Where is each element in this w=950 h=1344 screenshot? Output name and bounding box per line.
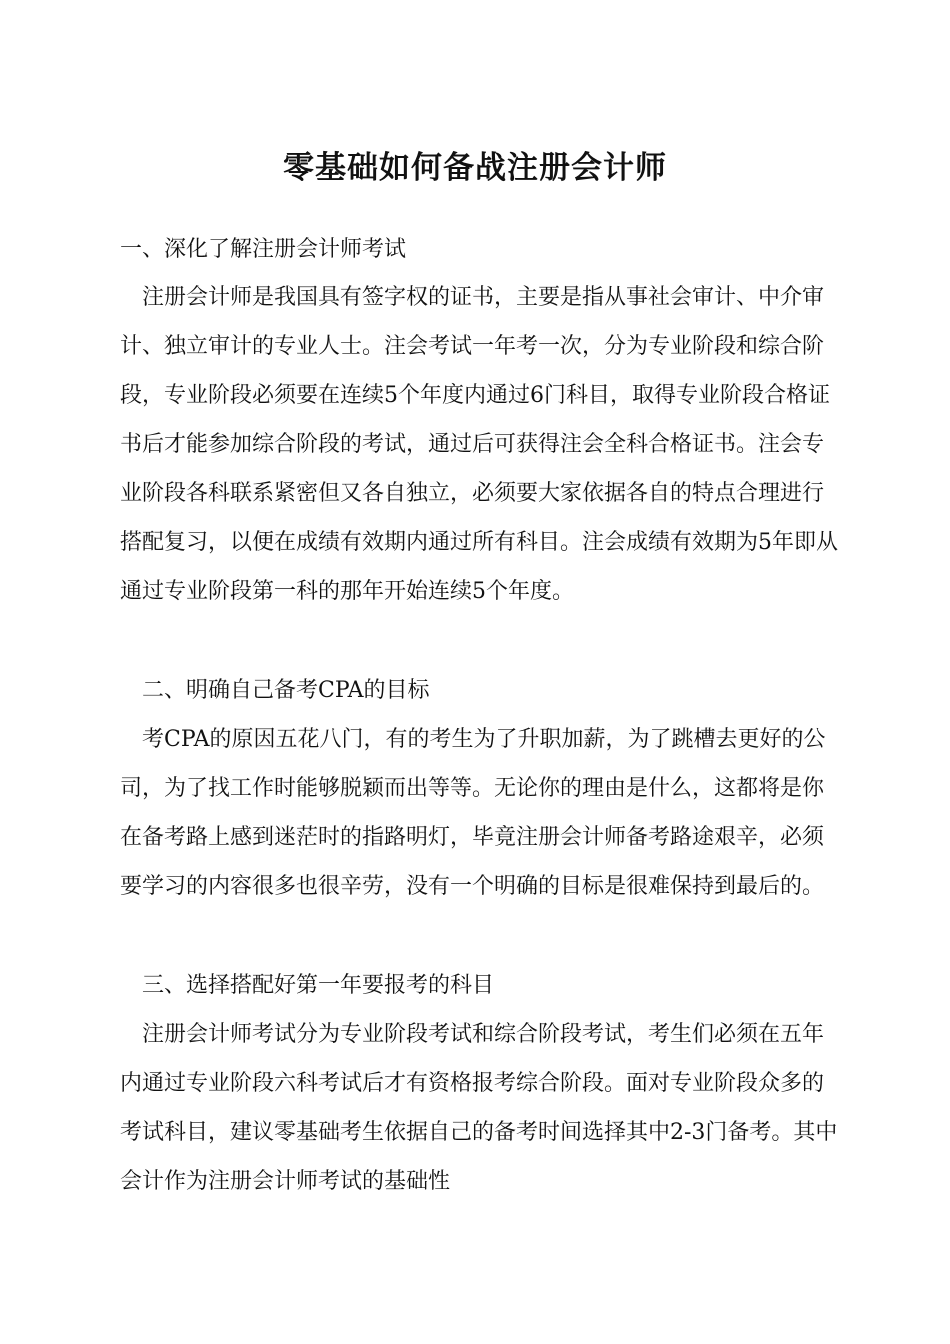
document-title: 零基础如何备战注册会计师 — [283, 150, 667, 186]
section-3-paragraph: 注册会计师考试分为专业阶段考试和综合阶段考试，考生们必须在五年内通过专业阶段六科考试后才有资格报考综合阶段。面对专业阶段众多的考试科目，建议零基础考生依据自己的备考时间选择其中2-3门备考。其中会计作为注册会计师考试的基础性 — [120, 1022, 838, 1194]
section-2-heading: 二、明确自己备考CPA的目标 — [142, 678, 430, 703]
section-2-paragraph: 考CPA的原因五花八门，有的考生为了升职加薪，为了跳槽去更好的公司，为了找工作时能够脱颖而出等等。无论你的理由是什么，这都将是你在备考路上感到迷茫时的指路明灯，毕竟注册会计师备考路途艰辛，必须要学习的内容很多也很辛劳，没有一个明确的目标是很难保持到最后的。 — [120, 727, 826, 899]
section-3-heading: 三、选择搭配好第一年要报考的科目 — [142, 973, 495, 998]
section-1-paragraph: 注册会计师是我国具有签字权的证书，主要是指从事社会审计、中介审计、独立审计的专业人士。注会考试一年考一次，分为专业阶段和综合阶段，专业阶段必须要在连续5个年度内通过6门科目，取得专业阶段合格证书后才能参加综合阶段的考试，通过后可获得注会全科合格证书。注会专业阶段各科联系紧密但又各自独立，必须要大家依据各自的特点合理进行搭配复习，以便在成绩有效期内通过所有科目。注会成绩有效期为5年即从通过专业阶段第一科的那年开始连续5个年度。 — [120, 285, 838, 604]
section-1-heading: 一、深化了解注册会计师考试 — [120, 237, 407, 262]
